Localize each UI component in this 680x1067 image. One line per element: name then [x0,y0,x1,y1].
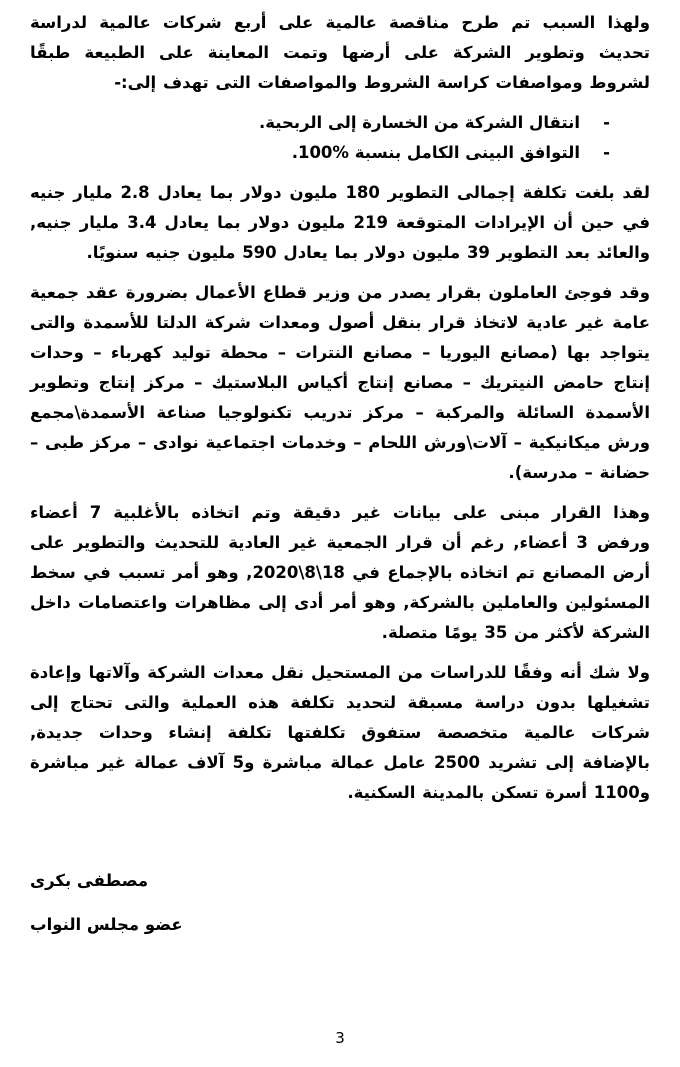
bullet-dash-icon: - [603,113,610,132]
bullet-item-compatibility [30,138,610,168]
page-number: 3 [335,1029,345,1047]
bullet-item-profitability [30,108,610,138]
signature-block [30,866,650,940]
bullet-item-text: انتقال الشركة من الخسارة إلى الربحية. [259,113,580,132]
bullet-item-text: التوافق البينى الكامل بنسبة %100. [291,143,580,162]
goals-bullet-list [30,108,610,168]
paragraph-decision-objection: وهذا القرار مبنى على بيانات غير دقيقة وتم اتخاذه بالأغلبية 7 أعضاء ورفض 3 أعضاء, رغم أن قرار الجمعية غير العادية للتحديث والتطوير على أرض المصانع تم اتخاذه بالإجماع في 18\8\2020, وهو أمر تسبب في سخط المسئولين والعاملين بالشركة, وهو أمر أدى إلى مظاهرات واعتصامات داخل الشركة لأكثر من 35 يومًا متصلة. [30,503,651,642]
signature-title: عضو مجلس النواب [30,915,183,934]
paragraph-minister-decision: وقد فوجئ العاملون بقرار يصدر من وزير قطاع الأعمال بضرورة عقد جمعية عامة غير عادية لاتخاذ قرار بنقل أصول ومعدات شركة الدلتا للأسمدة والتى يتواجد بها (مصانع اليوريا – مصانع النترات – محطة توليد كهرباء – وحدات إنتاج حامض النيتريك – مصانع إنتاج أكياس البلاستيك – مركز إنتاج وتطوير الأسمدة السائلة والمركبة – مركز تدريب تكنولوجيا صناعة الأسمدة\مجمع ورش ميكانيكية – آلات\ورش اللحام – وخدمات اجتماعية نوادى – مركز طبى – حضانة – مدرسة). [30,283,650,482]
paragraph-development-costs: لقد بلغت تكلفة إجمالى التطوير 180 مليون دولار بما يعادل 2.8 مليار جنيه في حين أن الإيرادات المتوقعة 219 مليون دولار بما يعادل 3.4 مليار جنيه, والعائد بعد التطوير 39 مليون دولار بما يعادل 590 مليون جنيه سنويًا. [30,183,651,262]
signature-name: مصطفى بكرى [30,871,149,890]
paragraph-tender-intro: ولهذا السبب تم طرح مناقصة عالمية على أربع شركات عالمية لدراسة تحديث وتطوير الشركة على أرضها وتمت المعاينة على الطبيعة طبقًا لشروط ومواصفات كراسة الشروط والمواصفات التى تهدف إلى:- [30,13,650,92]
bullet-dash-icon: - [603,143,610,162]
paragraph-relocation-impossible: ولا شك أنه وفقًا للدراسات من المستحيل نقل معدات الشركة وآلاتها وإعادة تشغيلها بدون دراسة مسبقة لتحديد تكلفة هذه العملية والتى تحتاج إلى شركات عالمية متخصصة ستفوق تكلفتها تكلفة إنشاء وحدات جديدة, بالإضافة إلى تشريد 2500 عامل عمالة مباشرة و5 آلاف عمالة غير مباشرة و1100 أسرة تسكن بالمدينة السكنية. [30,663,650,802]
